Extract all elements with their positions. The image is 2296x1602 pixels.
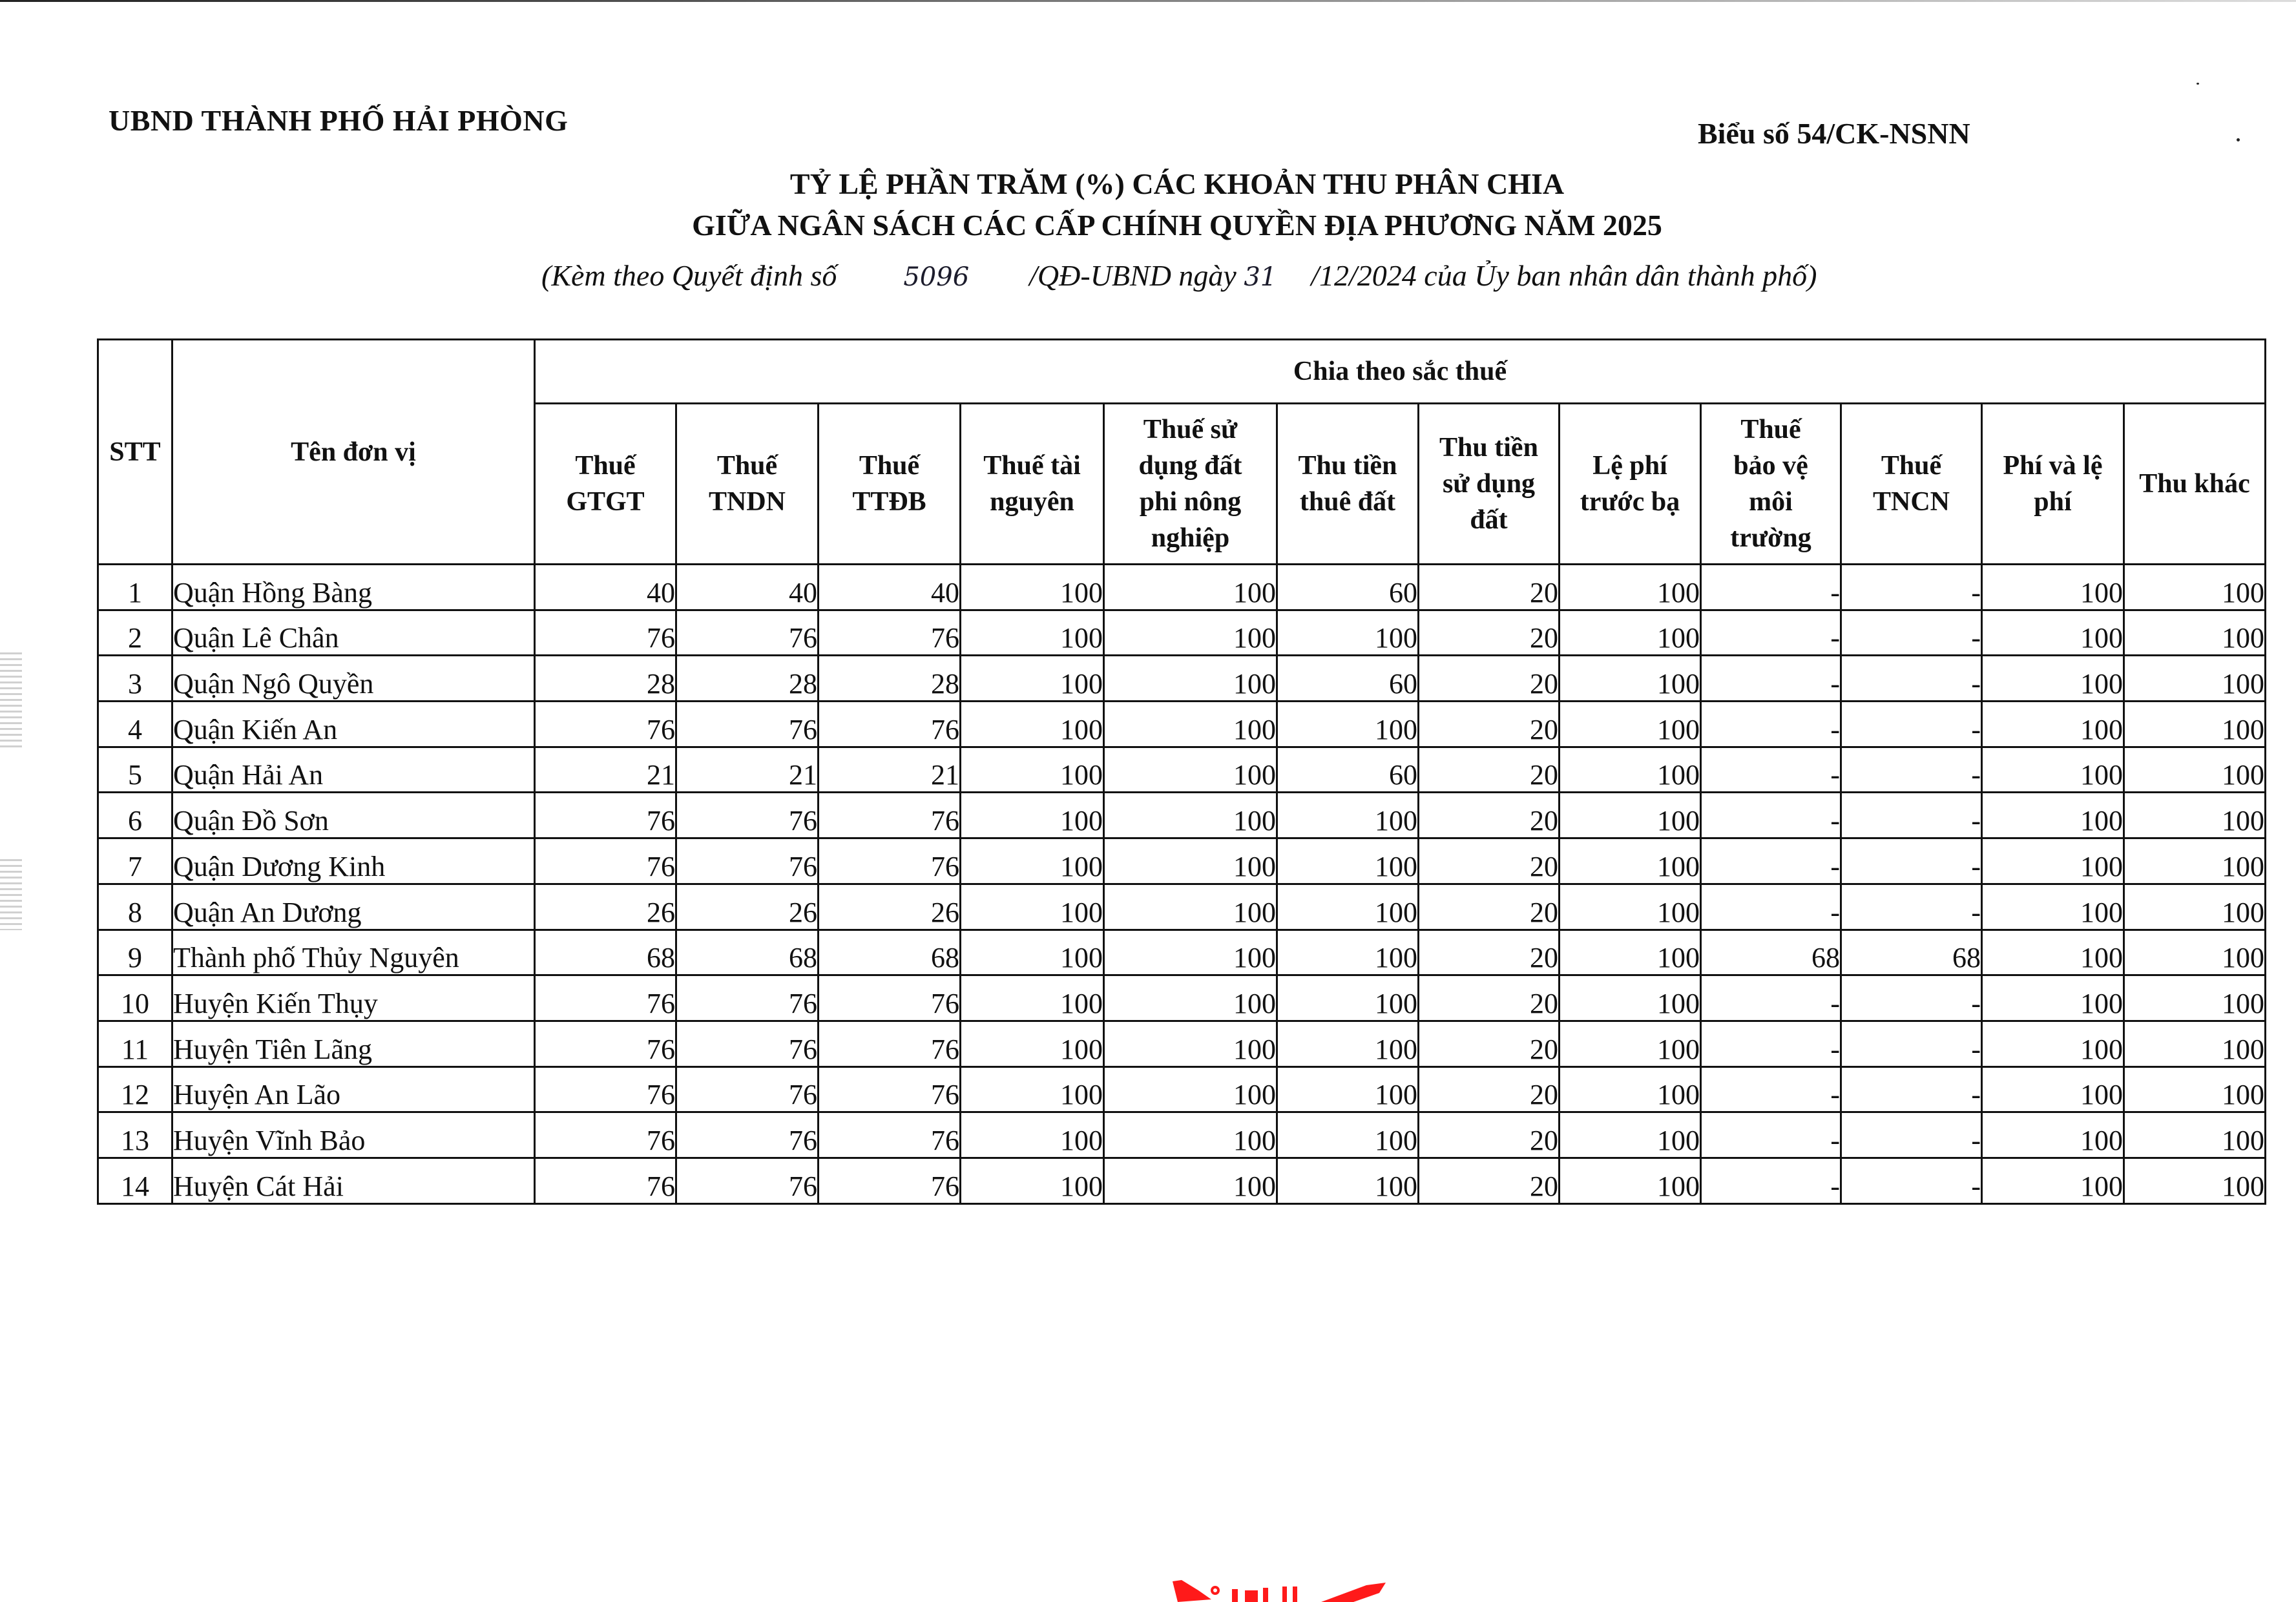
row-rate-cell: 20	[1419, 838, 1560, 884]
row-rate-cell: 100	[1560, 884, 1701, 930]
row-rate-cell: 76	[819, 1066, 961, 1112]
row-rate-cell: 20	[1419, 1112, 1560, 1158]
row-stt: 7	[98, 838, 172, 884]
column-header-line: Thuế	[716, 451, 778, 481]
row-rate-cell: 100	[1982, 1158, 2124, 1203]
row-rate-cell: 100	[961, 702, 1104, 747]
row-rate-cell: 100	[1982, 656, 2124, 702]
row-rate-cell: -	[1701, 975, 1841, 1021]
row-rate-cell: -	[1841, 702, 1982, 747]
row-unit-name: Quận Kiến An	[172, 702, 535, 747]
form-number: Biểu số 54/CK-NSNN	[1698, 117, 1970, 150]
column-header-line: bảo vệ	[1733, 451, 1808, 481]
row-rate-cell: 100	[1982, 930, 2124, 975]
decision-day-handwritten: 31	[1244, 262, 1277, 292]
row-rate-cell: 20	[1419, 747, 1560, 793]
row-unit-name: Quận Hải An	[172, 747, 535, 793]
row-rate-cell: 100	[1104, 702, 1277, 747]
row-rate-cell: 100	[1560, 838, 1701, 884]
row-rate-cell: 100	[1104, 747, 1277, 793]
row-rate-cell: 21	[676, 747, 819, 793]
table-row	[98, 1112, 2266, 1158]
table-row	[98, 1021, 2266, 1066]
subtitle-part2: /QĐ-UBND ngày	[1029, 259, 1237, 292]
row-unit-name: Quận Lê Chân	[172, 610, 535, 656]
row-unit-name: Quận Đồ Sơn	[172, 793, 535, 838]
row-rate-cell: -	[1701, 793, 1841, 838]
row-rate-cell: -	[1841, 884, 1982, 930]
row-rate-cell: -	[1841, 1158, 1982, 1203]
row-rate-cell: 20	[1419, 930, 1560, 975]
row-rate-cell: 100	[961, 610, 1104, 656]
row-rate-cell: -	[1841, 565, 1982, 610]
column-group-header: Chia theo sắc thuế	[535, 340, 2266, 404]
row-rate-cell: 20	[1419, 1158, 1560, 1203]
row-rate-cell: -	[1841, 793, 1982, 838]
table-row	[98, 884, 2266, 930]
row-rate-cell: -	[1841, 656, 1982, 702]
decision-number-handwritten: 5096	[903, 262, 970, 292]
column-header-line: Thuế sử	[1143, 415, 1238, 444]
row-unit-name: Huyện An Lão	[172, 1066, 535, 1112]
row-rate-cell: -	[1701, 656, 1841, 702]
row-rate-cell: 76	[535, 975, 676, 1021]
row-rate-cell: 100	[1277, 930, 1419, 975]
row-rate-cell: 100	[1104, 975, 1277, 1021]
row-rate-cell: 100	[1277, 1066, 1419, 1112]
row-rate-cell: 76	[676, 975, 819, 1021]
column-header	[1104, 404, 1277, 565]
row-rate-cell: 20	[1419, 565, 1560, 610]
column-header	[2124, 404, 2266, 565]
column-header-line: nguyên	[990, 487, 1074, 517]
row-rate-cell: 100	[961, 884, 1104, 930]
row-rate-cell: -	[1701, 702, 1841, 747]
scan-noise	[0, 652, 22, 749]
row-rate-cell: 100	[1277, 702, 1419, 747]
row-stt: 3	[98, 656, 172, 702]
row-rate-cell: -	[1841, 610, 1982, 656]
row-rate-cell: 100	[2124, 1112, 2266, 1158]
scan-speck	[2197, 83, 2199, 85]
row-unit-name: Thành phố Thủy Nguyên	[172, 930, 535, 975]
row-rate-cell: 100	[1104, 565, 1277, 610]
table-row	[98, 1066, 2266, 1112]
column-header-line: Thu tiền	[1439, 433, 1538, 463]
column-header-line: Thuế tài	[983, 451, 1081, 481]
row-rate-cell: 76	[819, 793, 961, 838]
row-rate-cell: 100	[1277, 1021, 1419, 1066]
row-unit-name: Huyện Cát Hải	[172, 1158, 535, 1203]
row-rate-cell: 100	[2124, 656, 2266, 702]
row-stt: 4	[98, 702, 172, 747]
row-rate-cell: 76	[819, 702, 961, 747]
column-header-line: Thu tiền	[1298, 451, 1397, 481]
row-rate-cell: -	[1701, 610, 1841, 656]
row-rate-cell: 76	[676, 793, 819, 838]
row-rate-cell: 100	[961, 565, 1104, 610]
column-header	[1841, 404, 1982, 565]
row-rate-cell: 100	[1277, 793, 1419, 838]
row-unit-name: Quận Dương Kinh	[172, 838, 535, 884]
row-stt: 10	[98, 975, 172, 1021]
row-rate-cell: 100	[1982, 565, 2124, 610]
row-stt: 6	[98, 793, 172, 838]
row-rate-cell: 100	[1560, 930, 1701, 975]
scan-noise	[0, 859, 22, 930]
row-rate-cell: 100	[1982, 1112, 2124, 1158]
row-rate-cell: 100	[1104, 1112, 1277, 1158]
column-header	[535, 404, 676, 565]
row-rate-cell: 100	[2124, 1021, 2266, 1066]
row-rate-cell: 100	[961, 1158, 1104, 1203]
row-stt: 2	[98, 610, 172, 656]
column-header	[819, 404, 961, 565]
row-rate-cell: -	[1841, 1066, 1982, 1112]
row-stt: 13	[98, 1112, 172, 1158]
row-rate-cell: 20	[1419, 793, 1560, 838]
row-rate-cell: 100	[1560, 975, 1701, 1021]
row-rate-cell: 21	[535, 747, 676, 793]
row-rate-cell: 100	[1104, 1158, 1277, 1203]
column-header-line: Thu khác	[2139, 469, 2250, 499]
table-row	[98, 702, 2266, 747]
column-header	[961, 404, 1104, 565]
row-rate-cell: 26	[819, 884, 961, 930]
red-stamp-fragment	[1173, 1576, 1386, 1602]
subtitle-part3: /12/2024 của Ủy ban nhân dân thành phố)	[1311, 259, 1817, 292]
row-rate-cell: 76	[535, 1158, 676, 1203]
row-rate-cell: 100	[1104, 1066, 1277, 1112]
row-rate-cell: 76	[535, 838, 676, 884]
column-header-line: thuê đất	[1299, 487, 1396, 517]
row-rate-cell: -	[1841, 838, 1982, 884]
row-rate-cell: 100	[961, 656, 1104, 702]
row-unit-name: Huyện Vĩnh Bảo	[172, 1112, 535, 1158]
row-unit-name: Huyện Tiên Lãng	[172, 1021, 535, 1066]
row-rate-cell: 20	[1419, 1066, 1560, 1112]
row-rate-cell: 100	[2124, 1158, 2266, 1203]
row-rate-cell: 68	[819, 930, 961, 975]
row-rate-cell: 100	[1104, 610, 1277, 656]
row-rate-cell: 76	[676, 1066, 819, 1112]
row-rate-cell: 76	[676, 610, 819, 656]
row-rate-cell: 100	[1277, 884, 1419, 930]
row-rate-cell: 100	[2124, 975, 2266, 1021]
row-rate-cell: 100	[1982, 793, 2124, 838]
row-rate-cell: 100	[1277, 1112, 1419, 1158]
column-header-unit-name: Tên đơn vị	[172, 340, 535, 565]
row-stt: 1	[98, 565, 172, 610]
column-header-line: TNCN	[1872, 487, 1950, 517]
column-header	[1560, 404, 1701, 565]
row-rate-cell: 76	[535, 702, 676, 747]
row-rate-cell: 100	[961, 747, 1104, 793]
row-rate-cell: 76	[676, 1158, 819, 1203]
row-stt: 12	[98, 1066, 172, 1112]
column-header-line: phi nông	[1139, 487, 1242, 517]
column-header-line: Thuế	[1740, 415, 1801, 444]
column-header-line: trường	[1730, 523, 1811, 553]
row-rate-cell: 100	[1104, 884, 1277, 930]
row-rate-cell: 100	[1560, 565, 1701, 610]
row-rate-cell: 76	[819, 975, 961, 1021]
row-stt: 8	[98, 884, 172, 930]
row-rate-cell: 76	[819, 1021, 961, 1066]
column-header-line: dụng đất	[1138, 451, 1242, 481]
row-rate-cell: 100	[1982, 610, 2124, 656]
row-rate-cell: 100	[1277, 610, 1419, 656]
row-unit-name: Quận Hồng Bàng	[172, 565, 535, 610]
column-header-line: phí	[2034, 487, 2072, 517]
column-header	[1277, 404, 1419, 565]
row-rate-cell: 100	[1560, 656, 1701, 702]
row-rate-cell: 60	[1277, 656, 1419, 702]
row-rate-cell: 100	[1982, 838, 2124, 884]
row-rate-cell: 100	[2124, 1066, 2266, 1112]
row-rate-cell: 100	[2124, 930, 2266, 975]
row-rate-cell: 76	[676, 1021, 819, 1066]
table-row	[98, 838, 2266, 884]
row-rate-cell: 100	[1982, 702, 2124, 747]
row-rate-cell: 100	[1104, 656, 1277, 702]
row-rate-cell: 100	[1560, 1066, 1701, 1112]
row-stt: 14	[98, 1158, 172, 1203]
row-rate-cell: 100	[1982, 747, 2124, 793]
row-stt: 11	[98, 1021, 172, 1066]
row-rate-cell: 26	[676, 884, 819, 930]
row-rate-cell: 68	[535, 930, 676, 975]
row-rate-cell: 100	[1982, 1021, 2124, 1066]
column-header-line: TNDN	[708, 487, 786, 517]
row-rate-cell: 68	[1701, 930, 1841, 975]
row-rate-cell: 100	[2124, 884, 2266, 930]
column-header-line: Phí và lệ	[2003, 451, 2103, 481]
column-header-line: sử dụng	[1442, 469, 1536, 499]
row-rate-cell: 100	[2124, 838, 2266, 884]
table-row	[98, 1158, 2266, 1203]
row-rate-cell: 100	[961, 1112, 1104, 1158]
row-rate-cell: 76	[535, 793, 676, 838]
table-row	[98, 610, 2266, 656]
column-header-line: môi	[1749, 487, 1793, 517]
row-rate-cell: 20	[1419, 702, 1560, 747]
row-rate-cell: -	[1701, 1158, 1841, 1203]
row-rate-cell: 100	[1560, 793, 1701, 838]
table-row	[98, 975, 2266, 1021]
row-rate-cell: 76	[819, 1112, 961, 1158]
table-row	[98, 930, 2266, 975]
scan-speck	[2237, 138, 2240, 141]
row-rate-cell: 100	[1560, 1158, 1701, 1203]
table-row	[98, 656, 2266, 702]
row-rate-cell: 100	[961, 1021, 1104, 1066]
row-rate-cell: 100	[1982, 884, 2124, 930]
table-row	[98, 793, 2266, 838]
row-rate-cell: 20	[1419, 656, 1560, 702]
row-rate-cell: 20	[1419, 975, 1560, 1021]
table-row	[98, 747, 2266, 793]
row-rate-cell: -	[1701, 1066, 1841, 1112]
row-rate-cell: -	[1701, 1112, 1841, 1158]
row-rate-cell: 100	[1560, 1112, 1701, 1158]
row-rate-cell: 76	[676, 702, 819, 747]
column-header-line: trước bạ	[1580, 487, 1680, 517]
document-title-line2: GIỮA NGÂN SÁCH CÁC CẤP CHÍNH QUYỀN ĐỊA PHƯƠNG NĂM 2025	[692, 209, 1662, 242]
row-rate-cell: 60	[1277, 747, 1419, 793]
row-rate-cell: 28	[676, 656, 819, 702]
row-rate-cell: 100	[2124, 793, 2266, 838]
document-subtitle	[541, 258, 1817, 293]
row-rate-cell: 20	[1419, 1021, 1560, 1066]
row-rate-cell: 40	[676, 565, 819, 610]
column-header-line: GTGT	[566, 487, 645, 517]
row-rate-cell: 100	[1560, 610, 1701, 656]
column-header-line: nghiệp	[1151, 523, 1230, 553]
row-rate-cell: 60	[1277, 565, 1419, 610]
row-rate-cell: 100	[2124, 565, 2266, 610]
row-rate-cell: -	[1701, 747, 1841, 793]
row-rate-cell: 76	[535, 1112, 676, 1158]
row-rate-cell: 28	[535, 656, 676, 702]
row-rate-cell: -	[1841, 1021, 1982, 1066]
row-rate-cell: -	[1701, 1021, 1841, 1066]
scan-top-edge	[0, 0, 2296, 2]
row-rate-cell: 76	[535, 610, 676, 656]
column-header	[676, 404, 819, 565]
row-stt: 5	[98, 747, 172, 793]
document-title-line1: TỶ LỆ PHẦN TRĂM (%) CÁC KHOẢN THU PHÂN CHIA	[789, 167, 1565, 200]
row-rate-cell: 100	[1104, 930, 1277, 975]
row-rate-cell: -	[1841, 747, 1982, 793]
row-rate-cell: 68	[1841, 930, 1982, 975]
row-unit-name: Quận Ngô Quyền	[172, 656, 535, 702]
column-header-line: Thuế	[575, 451, 636, 481]
row-rate-cell: 100	[1277, 1158, 1419, 1203]
row-rate-cell: 100	[1277, 975, 1419, 1021]
row-rate-cell: 100	[1560, 1021, 1701, 1066]
row-rate-cell: 100	[1560, 747, 1701, 793]
column-header-line: TTĐB	[852, 487, 926, 517]
row-rate-cell: 28	[819, 656, 961, 702]
row-rate-cell: 26	[535, 884, 676, 930]
row-rate-cell: 100	[961, 975, 1104, 1021]
row-rate-cell: 100	[2124, 610, 2266, 656]
row-rate-cell: 100	[1982, 1066, 2124, 1112]
column-header-line: Lệ phí	[1592, 451, 1667, 481]
row-rate-cell: 76	[819, 1158, 961, 1203]
column-header	[1419, 404, 1560, 565]
row-rate-cell: 100	[2124, 702, 2266, 747]
row-unit-name: Huyện Kiến Thụy	[172, 975, 535, 1021]
row-rate-cell: 100	[2124, 747, 2266, 793]
row-rate-cell: 100	[1104, 1021, 1277, 1066]
row-stt: 9	[98, 930, 172, 975]
row-rate-cell: 40	[819, 565, 961, 610]
row-rate-cell: 100	[961, 930, 1104, 975]
row-rate-cell: 20	[1419, 884, 1560, 930]
row-rate-cell: 76	[535, 1021, 676, 1066]
row-rate-cell: 100	[961, 1066, 1104, 1112]
row-rate-cell: 76	[819, 838, 961, 884]
row-rate-cell: 40	[535, 565, 676, 610]
column-header	[1982, 404, 2124, 565]
organization-name: UBND THÀNH PHỐ HẢI PHÒNG	[109, 104, 569, 137]
column-header-line: Thuế	[859, 451, 920, 481]
row-rate-cell: 100	[1104, 793, 1277, 838]
row-rate-cell: -	[1841, 975, 1982, 1021]
row-rate-cell: 100	[1277, 838, 1419, 884]
row-rate-cell: -	[1701, 838, 1841, 884]
row-rate-cell: 20	[1419, 610, 1560, 656]
row-rate-cell: -	[1701, 565, 1841, 610]
table-row	[98, 565, 2266, 610]
row-rate-cell: 76	[676, 838, 819, 884]
row-rate-cell: 76	[819, 610, 961, 656]
row-unit-name: Quận An Dương	[172, 884, 535, 930]
row-rate-cell: -	[1841, 1112, 1982, 1158]
row-rate-cell: 100	[1982, 975, 2124, 1021]
column-header-line: Thuế	[1881, 451, 1942, 481]
row-rate-cell: 68	[676, 930, 819, 975]
row-rate-cell: 76	[676, 1112, 819, 1158]
row-rate-cell: -	[1701, 884, 1841, 930]
column-header-line: đất	[1470, 505, 1508, 535]
row-rate-cell: 100	[1104, 838, 1277, 884]
row-rate-cell: 100	[961, 838, 1104, 884]
revenue-share-table	[97, 338, 2266, 1205]
row-rate-cell: 76	[535, 1066, 676, 1112]
row-rate-cell: 21	[819, 747, 961, 793]
row-rate-cell: 100	[1560, 702, 1701, 747]
column-header	[1701, 404, 1841, 565]
row-rate-cell: 100	[961, 793, 1104, 838]
column-header-stt: STT	[98, 340, 172, 565]
subtitle-part1: (Kèm theo Quyết định số	[541, 259, 837, 292]
